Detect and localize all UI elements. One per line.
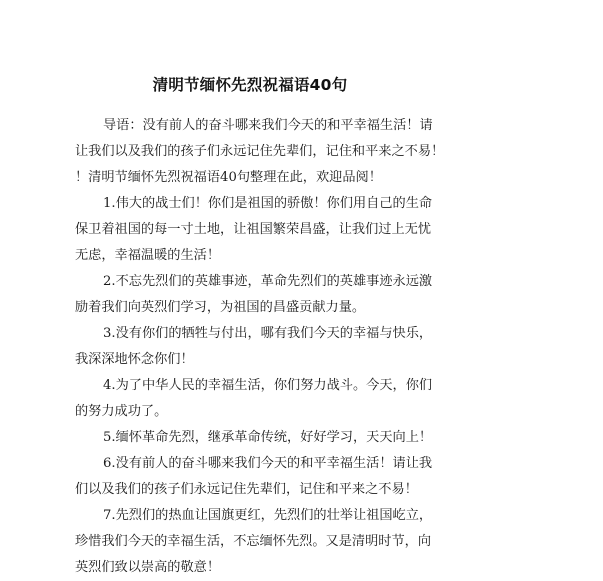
- paragraph-line: 7.先烈们的热血让国旗更红，先烈们的壮举让祖国屹立，: [103, 508, 433, 523]
- paragraph-line: 6.没有前人的奋斗哪来我们今天的和平幸福生活！请让我: [103, 456, 433, 471]
- paragraph-line: 5.缅怀革命先烈，继承革命传统，好好学习，天天向上！: [103, 430, 433, 445]
- paragraph-line: 励着我们向英烈们学习，为祖国的昌盛贡献力量。: [75, 300, 366, 315]
- paragraph-line: 3.没有你们的牺牲与付出，哪有我们今天的幸福与快乐，: [103, 326, 433, 341]
- paragraph-line: 们以及我们的孩子们永远记住先辈们，记住和平来之不易！: [75, 482, 418, 497]
- paragraph-line: 英烈们致以崇高的敬意！: [75, 560, 221, 575]
- paragraph-line: 让我们以及我们的孩子们永远记住先辈们，记住和平来之不易！: [75, 144, 445, 159]
- paragraph-line: 1.伟大的战士们！你们是祖国的骄傲！你们用自己的生命: [103, 196, 433, 211]
- paragraph-line: 2.不忘先烈们的英雄事迹，革命先烈们的英雄事迹永远激: [103, 274, 433, 289]
- paragraph-line: 的努力成功了。: [75, 404, 168, 419]
- paragraph-line: ！清明节缅怀先烈祝福语40句整理在此，欢迎品阅！: [75, 170, 382, 185]
- document-title: 清明节缅怀先烈祝福语40句: [152, 76, 348, 94]
- paragraph-line: 无虑，幸福温暖的生活！: [75, 248, 221, 263]
- paragraph-line: 导语：没有前人的奋斗哪来我们今天的和平幸福生活！请: [103, 118, 433, 133]
- paragraph-line: 4.为了中华人民的幸福生活，你们努力战斗。今天，你们: [103, 378, 433, 393]
- paragraph-line: 保卫着祖国的每一寸土地，让祖国繁荣昌盛，让我们过上无忧: [75, 222, 432, 237]
- paragraph-line: 珍惜我们今天的幸福生活，不忘缅怀先烈。又是清明时节，向: [75, 534, 432, 549]
- paragraph-line: 我深深地怀念你们！: [75, 352, 194, 367]
